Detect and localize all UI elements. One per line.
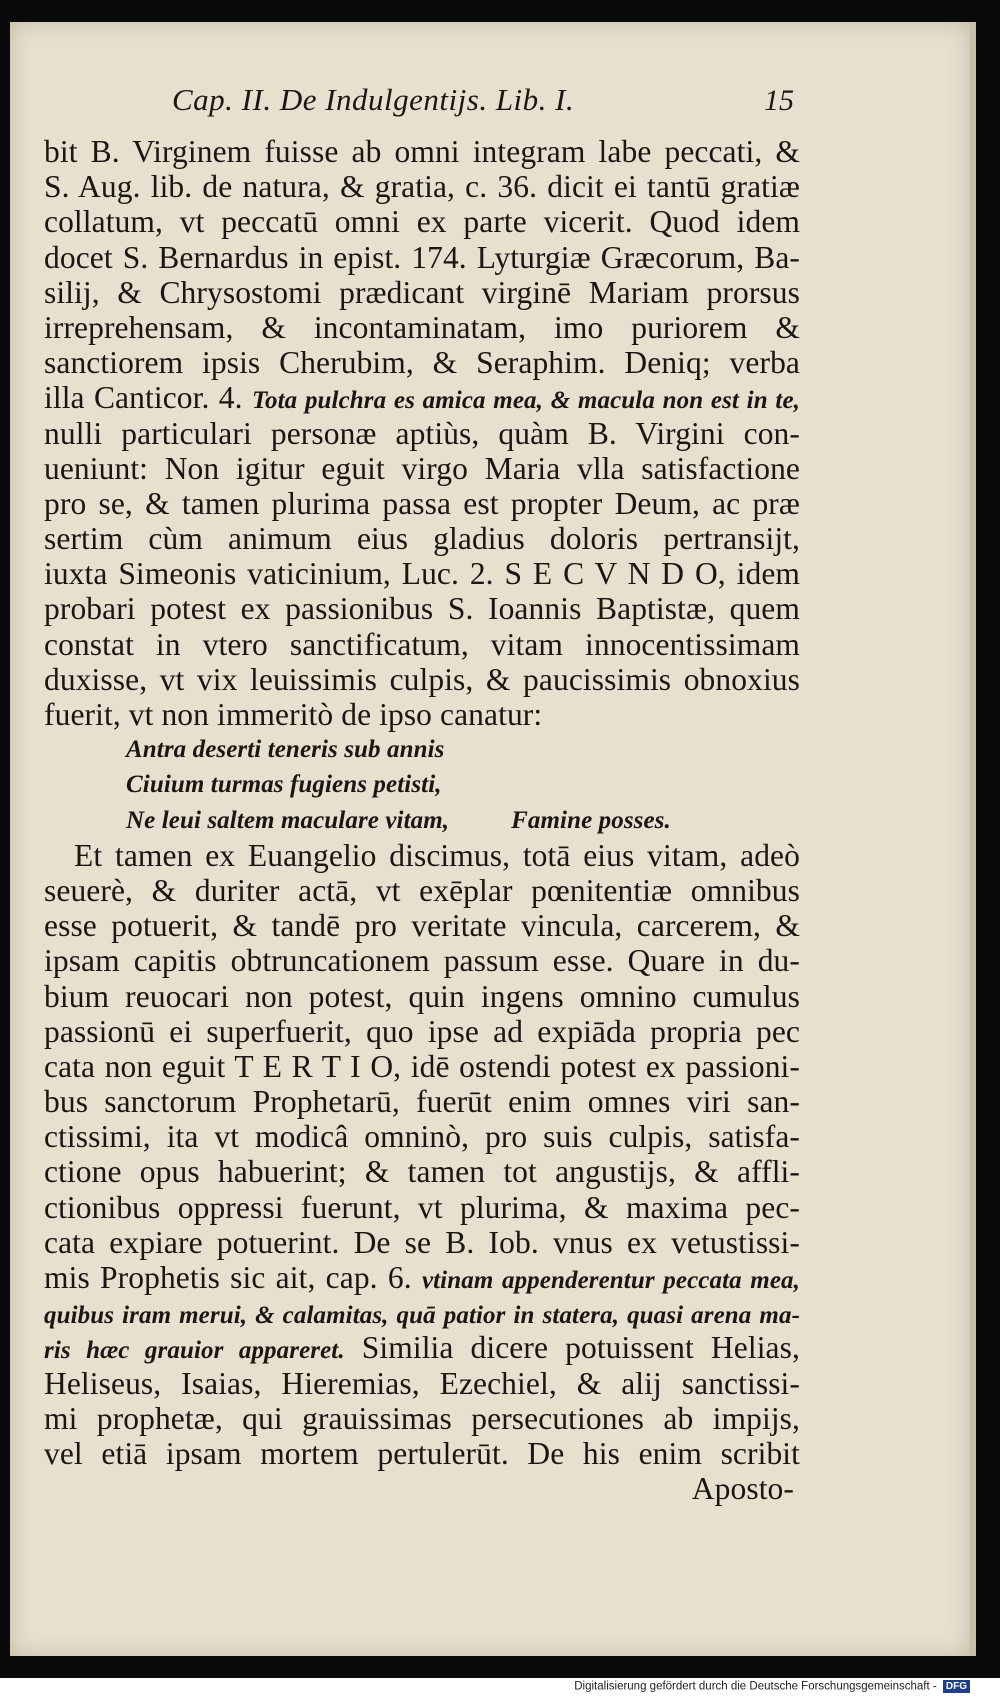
italic-quotation: ris hæc grauior appareret. [44,1337,345,1365]
line-text: constat in vtero sanctificatum, vitam innocentissimam [44,626,800,662]
line-text: mis Prophetis sic ait, cap. 6. [44,1260,412,1295]
text-line [44,134,800,169]
text-line [44,556,800,591]
verse-tail: Famine posses. [511,806,671,834]
line-text: docet S. Bernardus in epist. 174. Lyturgiæ Græcorum, Ba- [44,239,800,275]
text-line [44,627,800,662]
text-line [44,1084,800,1119]
line-text: Similia dicere potuissent Helias, [361,1330,800,1366]
text-line [44,275,800,310]
verse-line [44,732,800,767]
line-text: fuerit, vt non immeritò de ipso canatur: [44,697,543,732]
line-text: passionū ei superfuerit, quo ipse ad expiāda propria pec [44,1013,800,1049]
text-line [44,1260,800,1295]
text-line [44,240,800,275]
line-text: sanctiorem ipsis Cherubim, & Seraphim. Deniq; verba [44,345,800,381]
text-line [44,1049,800,1084]
text-line [44,1401,800,1436]
running-header [44,82,800,134]
text-line [44,838,800,873]
line-text: iuxta Simeonis vaticinium, Luc. 2. S E C V N D O, idem [44,556,800,592]
line-text: Et tamen ex Euangelio discimus, totā eius vitam, adeò [74,837,800,873]
italic-quotation: Tota pulchra es amica mea, & macula non est in te, [251,387,801,415]
line-text: silij, & Chrysostomi prædicant virginē Mariam prorsus [44,274,800,310]
text-line [44,1295,800,1330]
line-text: ctissimi, ita vt modicâ omninò, pro suis culpis, satisfa- [44,1119,800,1155]
line-text: irreprehensam, & incontaminatam, imo puriorem & [44,309,800,345]
body-text [44,134,800,1506]
text-line [44,345,800,380]
text-line [44,1330,800,1365]
line-text: probari potest ex passionibus S. Ioannis Baptistæ, quem [44,591,800,627]
line-text: sertim cùm animum eius gladius doloris pertransijt, [44,521,800,557]
text-line [44,521,800,556]
line-text: Ciuium turmas fugiens petisti, [126,771,442,799]
line-text: esse potuerit, & tandē pro veritate vincula, carcerem, & [44,908,800,944]
line-text: collatum, vt peccatū omni ex parte vicerit. Quod idem [44,204,800,240]
text-line [44,1190,800,1225]
text-line [44,486,800,521]
line-text: illa Canticor. 4. [44,380,243,416]
line-text: cata non eguit T E R T I O, idē ostendi potest ex passioni- [44,1048,800,1084]
line-text: Aposto- [691,1471,794,1507]
line-text: vel etiā ipsam mortem pertulerūt. De his enim scribit [44,1435,800,1471]
text-line [44,1436,800,1471]
page-text-block [44,82,800,1506]
line-text: ipsam capitis obtruncationem passum esse. Quare in du- [44,943,800,979]
verse-line [44,803,800,838]
line-text: pro se, & tamen plurima passa est propter Deum, ac præ [44,485,800,521]
line-text: bium reuocari non potest, quin ingens omnino cumulus [44,978,800,1014]
text-line [44,1119,800,1154]
text-line [44,451,800,486]
line-text: bit B. Virginem fuisse ab omni integram labe peccati, & [44,134,800,169]
text-line [44,979,800,1014]
line-text: ueniunt: Non igitur eguit virgo Maria vlla satisfactione [44,450,800,486]
text-line [44,380,800,415]
line-text: cata expiare potuerint. De se B. Iob. vnus ex vetustissi- [44,1224,800,1260]
line-text: nulli particulari personæ aptiùs, quàm B. Virgini con- [44,415,800,451]
text-line [44,1014,800,1049]
text-line [44,310,800,345]
line-text: duxisse, vt vix leuissimis culpis, & paucissimis obnoxius [44,661,800,697]
running-title: Cap. II. De Indulgentijs. Lib. I. [172,82,575,117]
digitization-footer [0,1678,1000,1697]
line-text: Ne leui saltem maculare vitam, [126,806,450,834]
text-line [44,169,800,204]
line-text: seuerè, & duriter actā, vt exēplar pœnitentiæ omnibus [44,872,800,908]
line-text: ctione opus habuerint; & tamen tot angustijs, & affli- [44,1154,800,1190]
text-line [44,416,800,451]
text-line [44,1225,800,1260]
text-line [44,1154,800,1189]
line-text: Heliseus, Isaias, Hieremias, Ezechiel, & alij sanctissi- [44,1365,800,1401]
text-line [44,662,800,697]
italic-quotation: vtinam appenderentur peccata mea, [421,1267,800,1294]
dfg-logo: DFG [943,1680,970,1693]
text-line [44,943,800,978]
italic-quotation: quibus iram merui, & calamitas, quā patior in statera, quasi arena ma- [44,1302,800,1330]
text-line [44,908,800,943]
text-line [44,697,800,732]
line-text: bus sanctorum Prophetarū, fuerūt enim omnes viri san- [44,1084,800,1120]
line-text: S. Aug. lib. de natura, & gratia, c. 36. dicit ei tantū gratiæ [44,169,800,205]
text-line [44,1471,800,1506]
text-line [44,591,800,626]
text-line [44,873,800,908]
text-line [44,204,800,239]
line-text: mi prophetæ, qui grauissimas persecutiones ab impijs, [44,1400,800,1436]
footer-credit [574,1680,970,1693]
line-text: ctionibus oppressi fuerunt, vt plurima, & maxima pec- [44,1189,800,1225]
page-number: 15 [764,84,794,117]
footer-credit-text: Digitalisierung gefördert durch die Deutsche Forschungsgemeinschaft - [574,1680,937,1693]
text-line [44,1366,800,1401]
verse-line [44,767,800,802]
line-text: Antra deserti teneris sub annis [126,736,445,764]
book-page [10,22,976,1656]
